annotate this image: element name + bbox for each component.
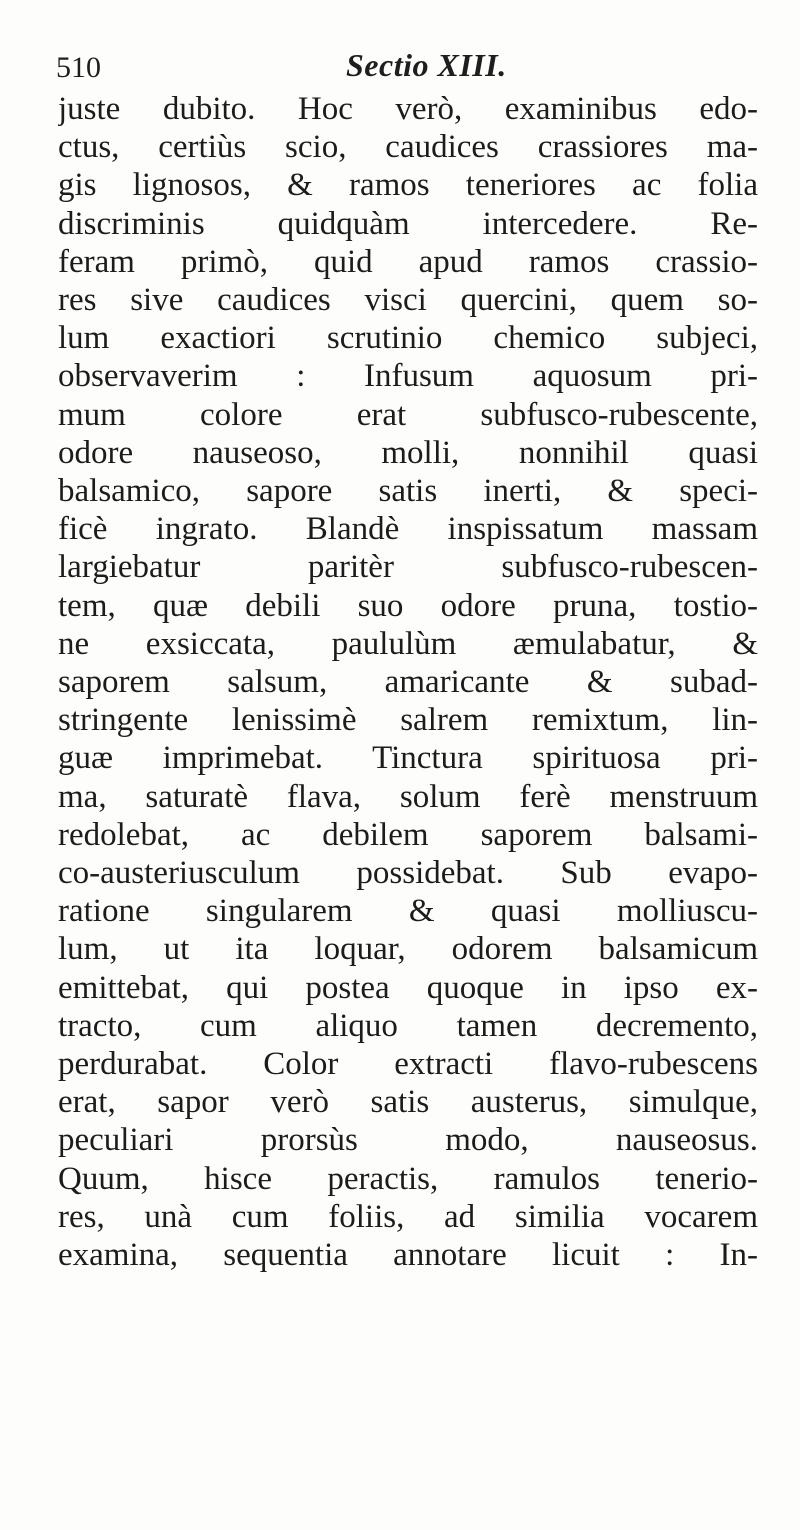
text-line: mum colore erat subfusco-rubescente, (58, 396, 758, 433)
text-line: largiebatur paritèr subfusco-rubescen- (58, 549, 758, 586)
text-line: juste dubito. Hoc verò, examinibus edo- (58, 91, 758, 127)
text-line: tracto, cum aliquo tamen decremento, (58, 1007, 758, 1044)
text-line: balsamico, sapore satis inerti, & speci- (58, 473, 758, 510)
text-line: erat, sapor verò satis austerus, simulque, (58, 1084, 758, 1121)
text-line: Quum, hisce peractis, ramulos tenerio- (58, 1160, 758, 1197)
text-line: ficè ingrato. Blandè inspissatum massam (58, 511, 758, 548)
text-line: saporem salsum, amaricante & subad- (58, 664, 758, 701)
page-header (56, 46, 756, 90)
text-line: lum, ut ita loquar, odorem balsamicum (58, 931, 758, 968)
text-line: co-austeriusculum possidebat. Sub evapo- (58, 855, 758, 892)
text-line: ne exsiccata, paululùm æmulabatur, & (58, 625, 758, 662)
text-line: lum exactiori scrutinio chemico subjeci, (58, 320, 758, 357)
body-text (58, 90, 758, 1274)
text-line: gis lignosos, & ramos teneriores ac folia (58, 167, 758, 204)
text-line: guæ imprimebat. Tinctura spirituosa pri- (58, 740, 758, 777)
text-line: res, unà cum foliis, ad similia vocarem (58, 1198, 758, 1235)
text-line: tem, quæ debili suo odore pruna, tostio- (58, 587, 758, 624)
text-line: redolebat, ac debilem saporem balsami- (58, 816, 758, 853)
text-line: odore nauseoso, molli, nonnihil quasi (58, 434, 758, 471)
text-line: ma, saturatè flava, solum ferè menstruum (58, 778, 758, 815)
text-line: observaverim : Infusum aquosum pri- (58, 358, 758, 395)
text-line: ratione singularem & quasi molliuscu- (58, 893, 758, 930)
page-number: 510 (56, 51, 101, 84)
running-head: Sectio XIII. (346, 47, 507, 83)
text-line: stringente lenissimè salrem remixtum, lin- (58, 702, 758, 739)
text-line: perdurabat. Color extracti flavo-rubescens (58, 1046, 758, 1083)
text-line: discriminis quidquàm intercedere. Re- (58, 205, 758, 242)
text-line: feram primò, quid apud ramos crassio- (58, 243, 758, 280)
text-line: res sive caudices visci quercini, quem so- (58, 282, 758, 319)
text-line: emittebat, qui postea quoque in ipso ex- (58, 969, 758, 1006)
text-line: examina, sequentia annotare licuit : In- (58, 1237, 758, 1274)
text-line: peculiari prorsùs modo, nauseosus. (58, 1122, 758, 1159)
text-line: ctus, certiùs scio, caudices crassiores ma- (58, 129, 758, 166)
